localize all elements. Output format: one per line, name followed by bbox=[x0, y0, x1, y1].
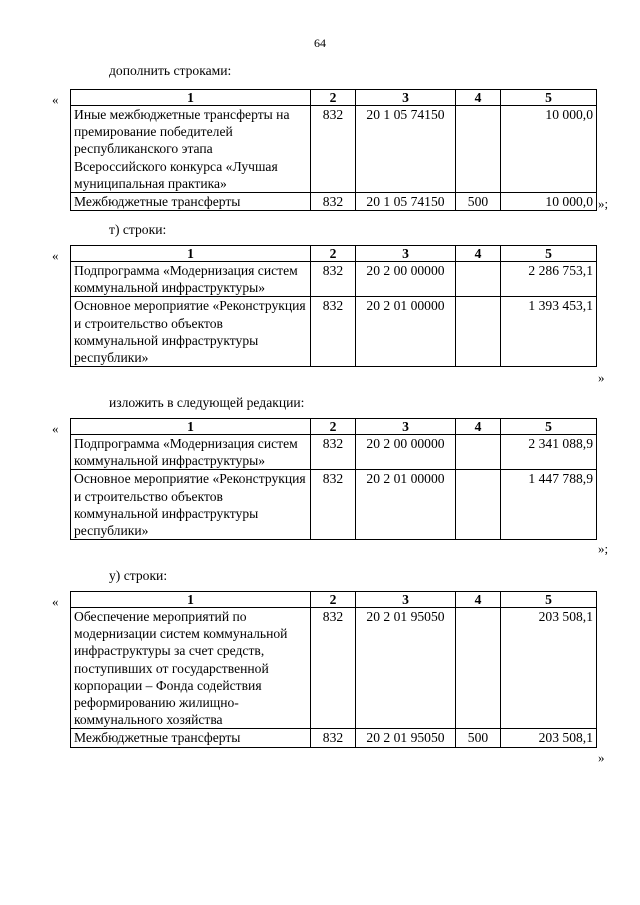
open-quote: « bbox=[52, 92, 59, 107]
open-quote: « bbox=[52, 421, 59, 436]
amendment-table bbox=[70, 418, 597, 540]
cell-vr bbox=[456, 470, 501, 540]
cell-code: 832 bbox=[311, 193, 356, 211]
table-row bbox=[71, 193, 597, 211]
cell-vr bbox=[456, 106, 501, 193]
cell-code: 832 bbox=[311, 297, 356, 367]
cell-vr bbox=[456, 262, 501, 297]
col-header: 1 bbox=[71, 90, 311, 106]
table-row bbox=[71, 608, 597, 729]
cell-amount: 2 286 753,1 bbox=[501, 262, 597, 297]
cell-code: 832 bbox=[311, 106, 356, 193]
close-quote: »; bbox=[598, 196, 609, 211]
col-header: 5 bbox=[501, 419, 597, 435]
cell-name: Подпрограмма «Модернизация систем коммунальной инфраструктуры» bbox=[71, 262, 311, 297]
col-header: 3 bbox=[356, 592, 456, 608]
section-heading: т) строки: bbox=[109, 222, 167, 237]
amendment-table bbox=[70, 591, 597, 748]
col-header: 5 bbox=[501, 592, 597, 608]
cell-csr: 20 2 01 00000 bbox=[356, 470, 456, 540]
cell-vr: 500 bbox=[456, 193, 501, 211]
cell-name: Иные межбюджетные трансферты на премирование победителей республиканского этапа Всероссийского конкурса «Лучшая муниципальная практика» bbox=[71, 106, 311, 193]
cell-vr bbox=[456, 608, 501, 729]
col-header: 5 bbox=[501, 90, 597, 106]
cell-code: 832 bbox=[311, 729, 356, 747]
amendment-table bbox=[70, 89, 597, 211]
table-header-row bbox=[71, 419, 597, 435]
cell-vr bbox=[456, 435, 501, 470]
table-row bbox=[71, 297, 597, 367]
close-quote: »; bbox=[598, 541, 609, 556]
col-header: 3 bbox=[356, 419, 456, 435]
cell-code: 832 bbox=[311, 470, 356, 540]
table-row bbox=[71, 106, 597, 193]
cell-amount: 203 508,1 bbox=[501, 729, 597, 747]
col-header: 1 bbox=[71, 419, 311, 435]
cell-csr: 20 2 01 95050 bbox=[356, 608, 456, 729]
col-header: 2 bbox=[311, 246, 356, 262]
col-header: 2 bbox=[311, 90, 356, 106]
cell-name: Межбюджетные трансферты bbox=[71, 729, 311, 747]
cell-name: Обеспечение мероприятий по модернизации систем коммунальной инфраструктуры за счет средств, поступивших от государственной корпорации – Фонда содействия реформированию жилищно-коммунального хозяйства bbox=[71, 608, 311, 729]
cell-csr: 20 1 05 74150 bbox=[356, 106, 456, 193]
cell-code: 832 bbox=[311, 262, 356, 297]
table-row bbox=[71, 470, 597, 540]
cell-amount: 203 508,1 bbox=[501, 608, 597, 729]
cell-amount: 1 393 453,1 bbox=[501, 297, 597, 367]
close-quote: » bbox=[598, 750, 605, 765]
cell-amount: 2 341 088,9 bbox=[501, 435, 597, 470]
section-heading: у) строки: bbox=[109, 568, 168, 583]
amendment-table bbox=[70, 245, 597, 367]
col-header: 4 bbox=[456, 419, 501, 435]
col-header: 5 bbox=[501, 246, 597, 262]
cell-name: Межбюджетные трансферты bbox=[71, 193, 311, 211]
table-row bbox=[71, 729, 597, 747]
col-header: 1 bbox=[71, 246, 311, 262]
cell-amount: 10 000,0 bbox=[501, 193, 597, 211]
col-header: 2 bbox=[311, 592, 356, 608]
cell-vr bbox=[456, 297, 501, 367]
cell-amount: 10 000,0 bbox=[501, 106, 597, 193]
cell-csr: 20 1 05 74150 bbox=[356, 193, 456, 211]
col-header: 1 bbox=[71, 592, 311, 608]
cell-csr: 20 2 01 00000 bbox=[356, 297, 456, 367]
cell-amount: 1 447 788,9 bbox=[501, 470, 597, 540]
cell-name: Подпрограмма «Модернизация систем коммунальной инфраструктуры» bbox=[71, 435, 311, 470]
section-heading: изложить в следующей редакции: bbox=[109, 395, 305, 410]
open-quote: « bbox=[52, 594, 59, 609]
table-header-row bbox=[71, 592, 597, 608]
table-header-row bbox=[71, 90, 597, 106]
cell-name: Основное мероприятие «Реконструкция и строительство объектов коммунальной инфраструктуры республики» bbox=[71, 297, 311, 367]
table-row bbox=[71, 435, 597, 470]
col-header: 4 bbox=[456, 246, 501, 262]
table-header-row bbox=[71, 246, 597, 262]
cell-csr: 20 2 00 00000 bbox=[356, 262, 456, 297]
section-heading: дополнить строками: bbox=[109, 63, 232, 78]
cell-vr: 500 bbox=[456, 729, 501, 747]
col-header: 4 bbox=[456, 90, 501, 106]
col-header: 2 bbox=[311, 419, 356, 435]
page-number: 64 bbox=[314, 36, 326, 50]
cell-code: 832 bbox=[311, 608, 356, 729]
cell-code: 832 bbox=[311, 435, 356, 470]
close-quote: » bbox=[598, 370, 605, 385]
col-header: 4 bbox=[456, 592, 501, 608]
col-header: 3 bbox=[356, 90, 456, 106]
open-quote: « bbox=[52, 248, 59, 263]
cell-name: Основное мероприятие «Реконструкция и строительство объектов коммунальной инфраструктуры республики» bbox=[71, 470, 311, 540]
table-row bbox=[71, 262, 597, 297]
col-header: 3 bbox=[356, 246, 456, 262]
cell-csr: 20 2 00 00000 bbox=[356, 435, 456, 470]
cell-csr: 20 2 01 95050 bbox=[356, 729, 456, 747]
